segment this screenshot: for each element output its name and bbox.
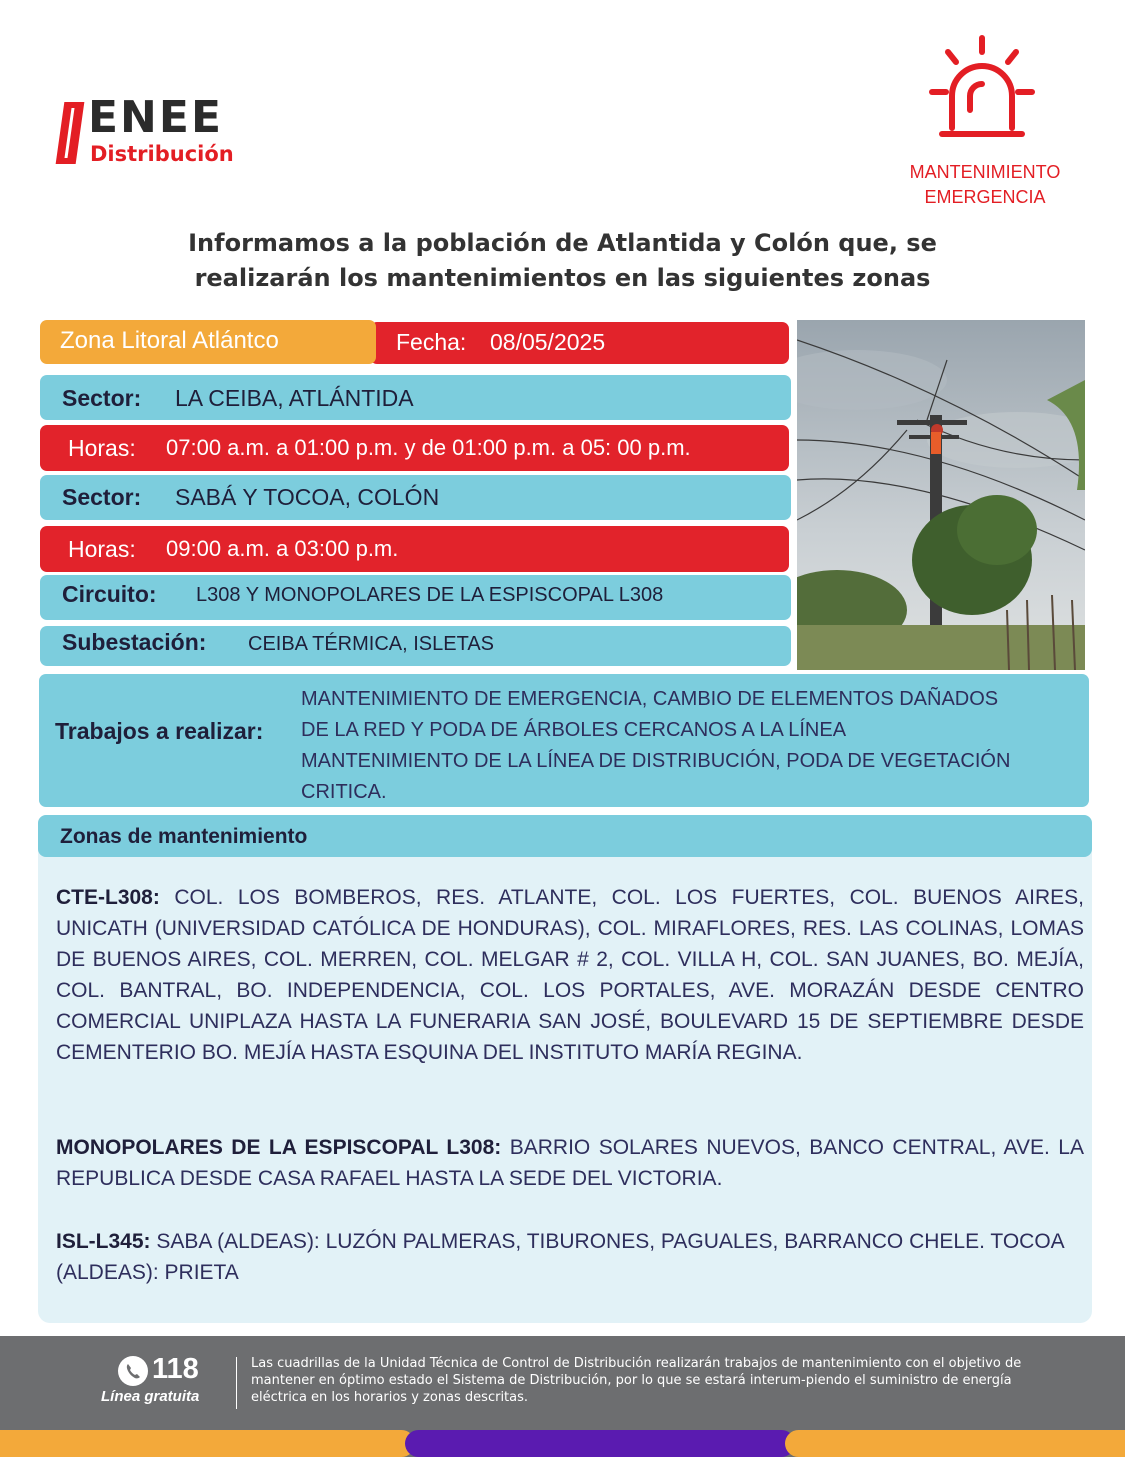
sector-value: SABÁ Y TOCOA, COLÓN [175,484,440,510]
zones-title: Zonas de mantenimiento [60,825,308,848]
alarm-label-line1: MANTENIMIENTO [909,162,1061,182]
zone-item [56,1226,1084,1288]
footer-stripe-orange-right [785,1430,1125,1457]
zone-code: MONOPOLARES DE LA ESPISCOPAL L308: [56,1136,502,1159]
zone-code: ISL-L345: [56,1230,151,1253]
zones-header [38,815,1092,857]
logo-subtitle: Distribución [90,142,234,166]
zone-text: SABA (ALDEAS): LUZÓN PALMERAS, TIBURONES, PAGUALES, BARRANCO CHELE. TOCOA (ALDEAS): PRIETA [56,1230,1064,1284]
zone-item [56,882,1084,1068]
utility-pole-photo-icon [797,320,1085,670]
works-row [39,674,1089,807]
footer-stripe-orange [0,1430,415,1457]
alarm-siren-icon [890,30,1080,150]
sector-row-1 [40,375,791,420]
works-line: MANTENIMIENTO DE EMERGENCIA, CAMBIO DE ELEMENTOS DAÑADOS [301,688,999,710]
zone-text: BARRIO SOLARES NUEVOS, BANCO CENTRAL, AVE. LA REPUBLICA DESDE CASA RAFAEL HASTA LA SEDE DEL VICTORIA. [56,1136,1084,1190]
hours-label: Horas: [68,536,136,562]
hours-row-1 [40,425,789,471]
date-value: 08/05/2025 [490,329,606,355]
footer-stripe-purple [405,1430,795,1457]
phone-label: Línea gratuita [101,1388,200,1405]
substation-value: CEIBA TÉRMICA, ISLETAS [248,633,494,655]
hours-row-2 [40,526,789,572]
zone-tag [40,320,376,364]
emergency-badge [890,30,1080,215]
works-line: MANTENIMIENTO DE LA LÍNEA DE DISTRIBUCIÓN, PODA DE VEGETACIÓN [301,750,1011,772]
zone-tag-label: Zona Litoral Atlántco [60,327,279,354]
enee-logo [60,92,290,168]
footer-divider [236,1357,237,1409]
circuit-label: Circuito: [62,581,157,607]
zone-code: CTE-L308: [56,886,160,909]
footer-notice: Las cuadrillas de la Unidad Técnica de Control de Distribución realizarán trabajos de mantenimiento con el objetivo de mantener en óptimo estado el Sistema de Distribución, por lo que se estará interum-piendo el suministro de energía eléctrica en los horarios y zonas descritas. [251,1356,1022,1405]
sector-value: LA CEIBA, ATLÁNTIDA [175,385,414,411]
substation-row [40,626,791,666]
works-line: DE LA RED Y PODA DE ÁRBOLES CERCANOS A LA LÍNEA [301,719,847,741]
works-description [301,684,1010,808]
logo-name: ENEE [88,92,223,143]
circuit-row [40,575,791,620]
headline [40,226,1085,296]
alarm-label-line2: EMERGENCIA [924,187,1046,207]
headline-line2: realizarán los mantenimientos en las siguientes zonas [194,264,931,292]
zone-text: COL. LOS BOMBEROS, RES. ATLANTE, COL. LOS FUERTES, COL. BUENOS AIRES, UNICATH (UNIVERSIDAD CATÓLICA DE HONDURAS), COL. MIRAFLORES, RES. LAS COLINAS, LOMAS DE BUENOS AIRES, COL. MERREN, COL. MELGAR # 2, COL. VILLA H, COL. SAN JUANES, BO. MEJÍA, COL. BANTRAL, BO. INDEPENDENCIA, COL. LOS PORTALES, AVE. MORAZÁN DESDE CENTRO COMERCIAL UNIPLAZA HASTA LA FUNERARIA SAN JOSÉ, BOULEVARD 15 DE SEPTIEMBRE DESDE CEMENTERIO BO. MEJÍA HASTA ESQUINA DEL INSTITUTO MARÍA REGINA. [56,886,1084,1064]
date-bar [370,322,789,364]
phone-number[interactable]: 118 [152,1353,199,1385]
works-line: CRITICA. [301,781,387,803]
headline-line1: Informamos a la población de Atlantida y Colón que, se [188,229,937,257]
hours-value: 09:00 a.m. a 03:00 p.m. [166,536,399,561]
substation-label: Subestación: [62,629,207,655]
sector-label: Sector: [62,484,142,510]
sector-label: Sector: [62,385,142,411]
hours-label: Horas: [68,435,136,461]
phone-icon [118,1356,148,1386]
circuit-value: L308 Y MONOPOLARES DE LA ESPISCOPAL L308 [196,584,664,606]
logo-mark-icon [56,102,85,164]
lineman-photo [797,320,1085,670]
works-label: Trabajos a realizar: [55,718,264,744]
zone-item [56,1132,1084,1194]
date-label: Fecha: [396,329,467,355]
hours-value: 07:00 a.m. a 01:00 p.m. y de 01:00 p.m. a 05: 00 p.m. [166,435,691,460]
sector-row-2 [40,475,791,520]
